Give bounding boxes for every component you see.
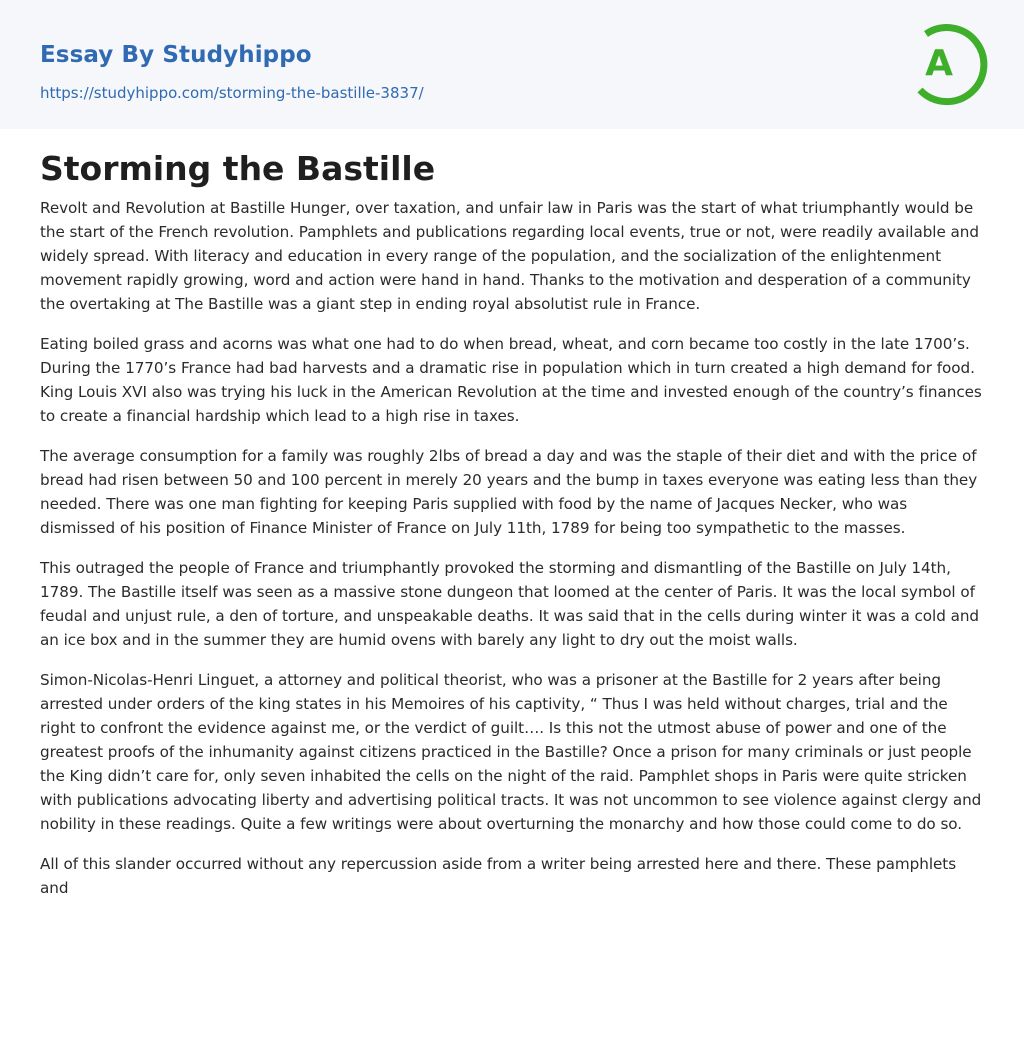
essay-paragraph: This outraged the people of France and triumphantly provoked the storming and dismantling of the Bastille on July 14th, 1789. The Bastille itself was seen as a massive stone dungeon that loomed at the center of Paris. It was the local symbol of feudal and unjust rule, a den of torture, and unspeakable deaths. It was said that in the cells during winter it was a cold and an ice box and in the summer they are humid ovens with barely any light to dry out the moist walls. (40, 559, 979, 649)
essay-paragraph: Revolt and Revolution at Bastille Hunger, over taxation, and unfair law in Paris was the start of what triumphantly would be the start of the French revolution. Pamphlets and publications regarding local events, true or not, were readily available and widely spread. With literacy and education in every range of the population, and the socialization of the enlightenment movement rapidly growing, word and action were hand in hand. Thanks to the motivation and desperation of a community the overtaking at The Bastille was a giant step in ending royal absolutist rule in France. (40, 199, 979, 313)
essay-paragraph: All of this slander occurred without any repercussion aside from a writer being arrested here and there. These pamphlets and (40, 855, 957, 897)
essay-paragraph: The average consumption for a family was roughly 2lbs of bread a day and was the staple of their diet and with the price of bread had risen between 50 and 100 percent in merely 20 years and the bump in taxes everyone was eating less than they needed. There was one man fighting for keeping Paris supplied with food by the name of Jacques Necker, who was dismissed of his position of Finance Minister of France on July 11th, 1789 for being too sympathetic to the masses. (40, 447, 978, 537)
essay-body (40, 196, 984, 900)
essay-content (0, 129, 1024, 900)
studyhippo-logo-icon[interactable] (908, 18, 988, 106)
essay-paragraph: Simon-Nicolas-Henri Linguet, a attorney and political theorist, who was a prisoner at the Bastille for 2 years after being arrested under orders of the king states in his Memoires of his captivity, “ Thus I was held without charges, trial and the right to confront the evidence against me, or the verdict of guilt…. Is this not the utmost abuse of power and one of the greatest proofs of the inhumanity against citizens practiced in the Bastille? Once a prison for many criminals or just people the King didn’t care for, only seven inhabited the cells on the night of the raid. Pamphlet shops in Paris were quite stricken with publications advocating liberty and advertising political tracts. It was not uncommon to see violence against clergy and nobility in these readings. Quite a few writings were about overturning the monarchy and how those could come to do so. (40, 671, 982, 833)
essay-paragraph: Eating boiled grass and acorns was what one had to do when bread, wheat, and corn became too costly in the late 1700’s. During the 1770’s France had bad harvests and a dramatic rise in population which in turn created a high demand for food. King Louis XVI also was trying his luck in the American Revolution at the time and invested enough of the country’s finances to create a financial hardship which lead to a high rise in taxes. (40, 335, 982, 425)
logo-letter: A (925, 43, 953, 84)
site-header (0, 0, 1024, 129)
essay-title: Storming the Bastille (40, 149, 436, 188)
source-url-link[interactable]: https://studyhippo.com/storming-the-bastille-3837/ (40, 84, 424, 102)
brand-title: Essay By Studyhippo (40, 42, 312, 68)
